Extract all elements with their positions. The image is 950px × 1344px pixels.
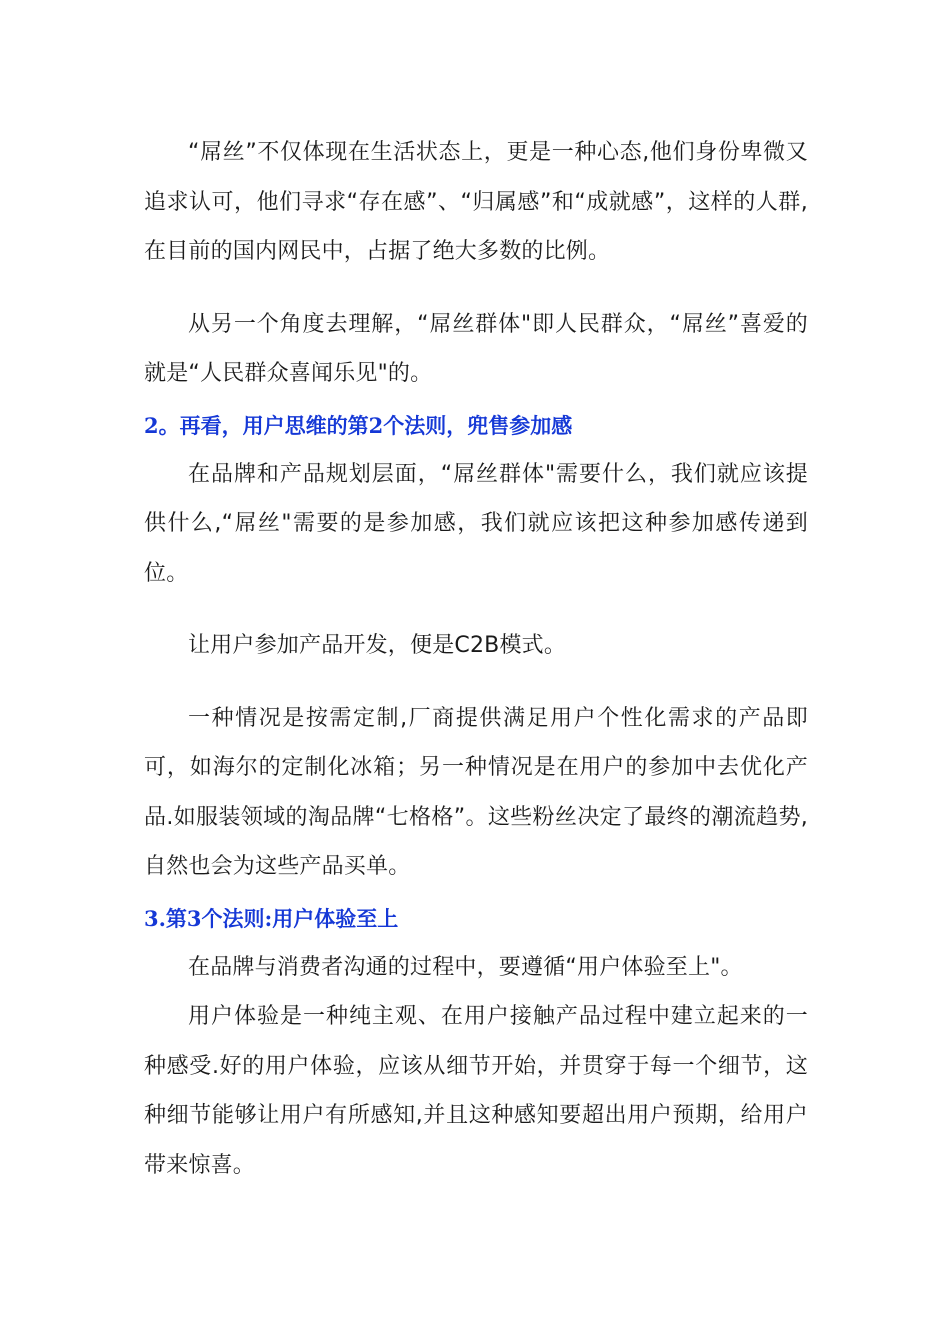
document-page [144, 128, 808, 1190]
paragraph-user-experience-detail: 用户体验是一种纯主观、在用户接触产品过程中建立起来的一种感受.好的用户体验，应该从细节开始，并贯穿于每一个细节，这种细节能够让用户有所感知,并且这种感知要超出用户预期，给用户带来惊喜。 [144, 1004, 808, 1178]
section-heading-rule-3: 3.第3个法则:用户体验至上 [144, 905, 399, 931]
paragraph-gap [144, 671, 808, 694]
paragraph-diaosi-mindset: “屌丝”不仅体现在生活状态上，更是一种心态,他们身份卑微又追求认可，他们寻求“存在感”、“归属感”和“成就感”，这样的人群,在目前的国内网民中，占据了绝大多数的比例。 [144, 140, 808, 264]
paragraph-user-experience-first: 在品牌与消费者沟通的过程中，要遵循“用户体验至上"。 [188, 954, 743, 980]
paragraph-gap [144, 598, 808, 621]
section-heading-rule-2: 2。再看，用户思维的第2个法则，兜售参加感 [144, 412, 573, 438]
paragraph-custom-products: 一种情况是按需定制,厂商提供满足用户个性化需求的产品即可，如海尔的定制化冰箱；另一种情况是在用户的参加中去优化产品.如服装领域的淘品牌“七格格”。这些粉丝决定了最终的潮流趋势,自然也会为这些产品买单。 [144, 705, 808, 879]
paragraph-participation: 在品牌和产品规划层面，“屌丝群体"需要什么，我们就应该提供什么,“屌丝"需要的是参加感，我们就应该把这种参加感传递到位。 [144, 461, 808, 586]
paragraph-gap [144, 277, 808, 300]
paragraph-people-masses: 从另一个角度去理解，“屌丝群体"即人民群众，“屌丝”喜爱的就是“人民群众喜闻乐见"的。 [144, 311, 808, 386]
paragraph-c2b-mode: 让用户参加产品开发，便是C2B模式。 [188, 633, 567, 658]
